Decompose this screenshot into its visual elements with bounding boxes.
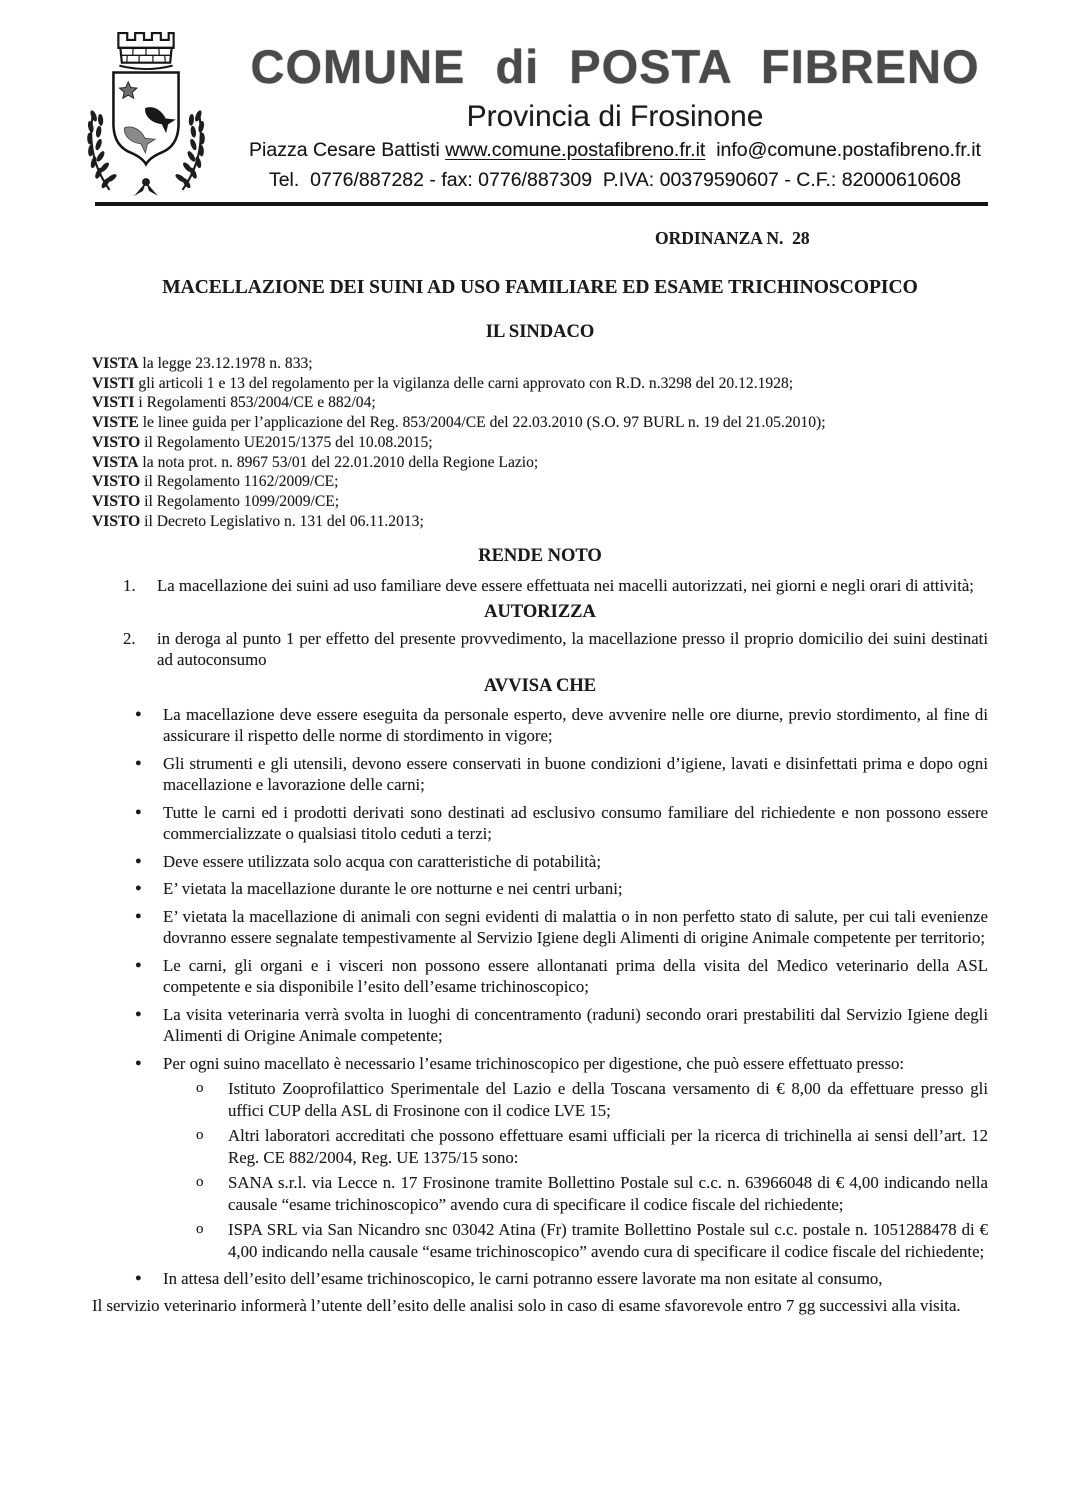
sub-bullet-marker-icon: o [196,1127,204,1144]
ordinance-number: ORDINANZA N. 28 [655,228,810,248]
sub-bullet-marker-icon: o [196,1080,204,1097]
section-heading-rende-noto: RENDE NOTO [478,546,602,567]
notice-text: Per ogni suino macellato è necessario l’esame trichinoscopico per digestione, che può essere effettuato presso: [163,1053,905,1073]
notice-text: E’ vietata la macellazione durante le ore notturne e nei centri urbani; [163,879,623,899]
bullet-marker-icon: ● [135,1056,142,1069]
recital-lead: VISTI [92,374,135,392]
recital-line [92,374,988,394]
notice-bullet [92,906,988,949]
recital-line [92,492,988,512]
phone-line: Tel. 0776/887282 - fax: 0776/887309 P.IVA: 00379590607 - C.F.: 82000610608 [268,169,962,191]
bullet-marker-icon: ● [135,805,142,818]
recital-text: il Decreto Legislativo n. 131 del 06.11.2013; [144,512,424,530]
notice-bullet [92,1004,988,1047]
municipal-coat-of-arms [72,22,220,200]
closing-paragraph: Il servizio veterinario informerà l’utente dell’esito delle analisi solo in caso di esame sfavorevole entro 7 gg successivi alla visita. [92,1295,961,1315]
municipality-name: COMUNE di POSTA FIBRENO [250,40,980,93]
lab-text: SANA s.r.l. via Lecce n. 17 Frosinone tramite Bollettino Postale sul c.c. n. 63966048 di € 4,00 indicando nella causale “esame trichinoscopico” avendo cura di specificare il codice fiscale del richiedente; [228,1173,988,1214]
item-text: in deroga al punto 1 per effetto del presente provvedimento, la macellazione presso il proprio domicilio dei suini destinati ad autoconsumo [157,628,988,670]
shield-icon [113,73,178,165]
notice-bullet-procedure [92,1053,988,1075]
notice-bullet-final [92,1268,988,1290]
notice-text: Le carni, gli organi e i visceri non possono essere allontanati prima della visita del Medico veterinario della ASL competente e sia disponibile l’esito dell’esame trichinoscopico; [163,955,988,997]
lab-sub-item [92,1078,988,1121]
bullet-marker-icon: ● [135,707,142,720]
bullet-marker-icon: ● [135,854,142,867]
document-title: MACELLAZIONE DEI SUINI AD USO FAMILIARE ED ESAME TRICHINOSCOPICO [162,277,918,298]
recital-text: la legge 23.12.1978 n. 833; [142,355,313,372]
recitals-list [92,354,988,531]
notice-bullet [92,802,988,845]
ordinance-body [0,228,1080,1316]
labs-list [92,1078,988,1262]
website-link[interactable]: www.comune.postafibreno.fr.it [445,139,706,161]
bullet-marker-icon: ● [135,909,142,922]
recital-line [92,433,988,453]
section-heading-avvisa-che: AVVISA CHE [483,675,597,696]
numbered-item-1 [92,575,988,597]
recital-text: i Regolamenti 853/2004/CE e 882/04; [138,394,376,412]
notice-text: In attesa dell’esito dell’esame trichinoscopico, le carni potranno essere lavorate ma non esitate al consumo, [163,1269,883,1289]
notices-list [92,704,988,1290]
lab-text: ISPA SRL via San Nicandro snc 03042 Atina (Fr) tramite Bollettino Postale sul c.c. postale n. 1051288478 di € 4,00 indicando nella causale “esame trichinoscopico” avendo cura di specificare il codice fiscale del richiedente; [228,1220,988,1261]
lab-sub-item [92,1219,988,1262]
recital-lead: VISTA [92,453,139,471]
recital-text: le linee guida per l’applicazione del Reg. 853/2004/CE del 22.03.2010 (S.O. 97 BURL n. 19 del 21.05.2010); [142,414,826,432]
recital-lead: VISTO [92,433,141,451]
sub-bullet-marker-icon: o [196,1174,204,1191]
recital-text: il Regolamento 1099/2009/CE; [144,492,340,510]
header-divider [95,202,988,206]
recital-line [92,512,988,532]
notice-bullet [92,753,988,796]
recital-line [92,354,988,374]
lab-text: Istituto Zooprofilattico Sperimentale del Lazio e della Toscana versamento di € 8,00 da effettuare presso gli uffici CUP della ASL di Frosinone con il codice LVE 15; [228,1079,988,1120]
recital-line [92,453,988,473]
recital-text: il Regolamento UE2015/1375 del 10.08.2015; [144,433,433,451]
spacer [705,139,716,161]
recital-lead: VISTO [92,492,141,510]
notice-text: La visita veterinaria verrà svolta in luoghi di concentramento (raduni) secondo orari prestabiliti dal Servizio Igiene degli Alimenti di Origine Animale competente; [163,1004,988,1046]
recital-lead: VISTI [92,394,135,412]
notice-bullet [92,851,988,873]
address-line [200,138,1030,163]
recital-lead: VISTA [92,355,139,372]
notice-text: Gli strumenti e gli utensili, devono essere conservati in buone condizioni d’igiene, lavati e disinfettati prima e dopo ogni macellazione e lavorazione delle carni; [163,753,988,795]
address-label: Piazza Cesare Battisti [249,139,446,161]
bullet-marker-icon: ● [135,1272,142,1285]
bullet-marker-icon: ● [135,958,142,971]
lab-sub-item [92,1125,988,1168]
mural-crown-icon [118,33,173,69]
item-number: 1. [123,576,136,596]
section-heading-autorizza: AUTORIZZA [484,601,596,622]
notice-text: Deve essere utilizzata solo acqua con caratteristiche di potabilità; [163,851,601,871]
notice-text: Tutte le carni ed i prodotti derivati sono destinati ad esclusivo consumo familiare del richiedente e non possono essere commercializzate o qualsiasi titolo ceduti a terzi; [163,802,988,844]
recital-lead: VISTO [92,512,141,530]
notice-text: E’ vietata la macellazione di animali con segni evidenti di malattia o in non perfetto stato di salute, per cui tali evenienze dovranno essere segnalate tempestivamente al Servizio Igiene degli Alimenti di origine Animale competente per territorio; [163,906,988,948]
letterhead [200,0,1030,193]
recital-text: gli articoli 1 e 13 del regolamento per la vigilanza delle carni approvato con R.D. n.3298 del 20.12.1928; [138,374,794,392]
recital-lead: VISTO [92,473,141,491]
notice-bullet [92,878,988,900]
sub-bullet-marker-icon: o [196,1221,204,1238]
lab-text: Altri laboratori accreditati che possono effettuare esami ufficiali per la ricerca di trichinella ai sensi dell’art. 12 Reg. CE 882/2004, Reg. UE 1375/15 sono: [228,1126,988,1167]
lab-sub-item [92,1172,988,1215]
notice-bullet [92,955,988,998]
recital-lead: VISTE [92,414,139,432]
recital-line [92,472,988,492]
item-number: 2. [123,628,136,648]
province-subtitle: Provincia di Frosinone [466,100,764,133]
bullet-marker-icon: ● [135,1007,142,1020]
recital-line [92,413,988,433]
recital-text: il Regolamento 1162/2009/CE; [144,473,339,491]
bullet-marker-icon: ● [135,882,142,895]
item-text: La macellazione dei suini ad uso familiare deve essere effettuata nei macelli autorizzati, nei giorni e negli orari di attività; [157,576,974,596]
bullet-marker-icon: ● [135,756,142,769]
email-link[interactable]: info@comune.postafibreno.fr.it [716,139,981,161]
numbered-item-2 [92,628,988,671]
authority-heading: IL SINDACO [485,322,595,342]
notice-bullet [92,704,988,747]
recital-line [92,393,988,413]
recital-text: la nota prot. n. 8967 53/01 del 22.01.2010 della Regione Lazio; [142,453,539,471]
notice-text: La macellazione deve essere eseguita da personale esperto, deve avvenire nelle ore diurne, previo stordimento, al fine di assicurare il rispetto delle norme di stordimento in vigore; [163,704,988,746]
